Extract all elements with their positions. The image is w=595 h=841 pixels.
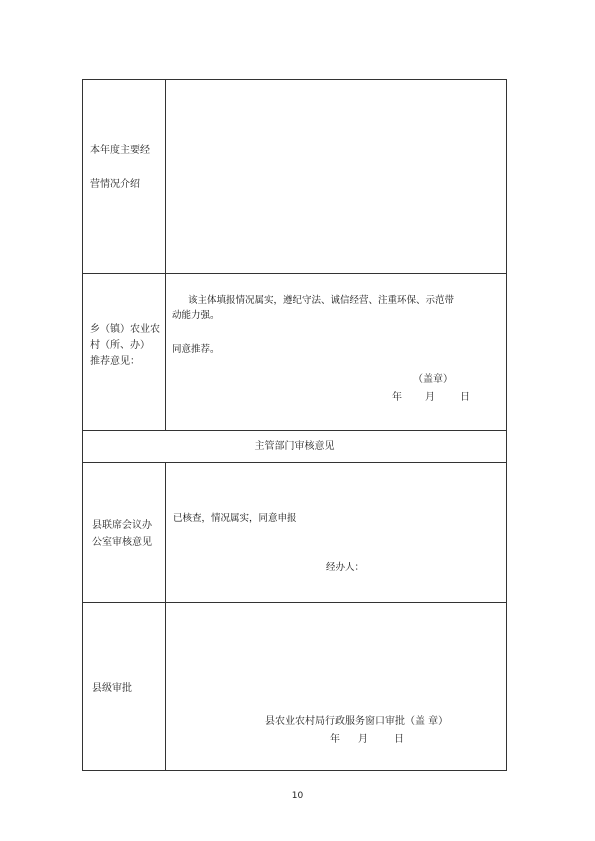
county-date-month: 月: [358, 734, 368, 745]
page-number: 10: [291, 791, 304, 801]
township-paragraph-line2: 动能力强。: [172, 310, 220, 321]
business-intro-label-line1: 本年度主要经: [90, 145, 150, 156]
county-date-day: 日: [394, 734, 404, 745]
county-seal-text: 县农业农村局行政服务窗口审批（盖 章）: [265, 716, 449, 727]
joint-office-handler: 经办人：: [326, 562, 365, 573]
county-publicity-label: 县级审批: [92, 683, 132, 694]
row-divider-1: [82, 273, 507, 274]
township-seal-text: （盖章）: [413, 374, 453, 385]
township-agree-text: 同意推荐。: [172, 344, 220, 355]
township-label-line3: 推荐意见：: [90, 356, 140, 367]
business-intro-label-line2: 营情况介绍: [90, 179, 140, 190]
joint-office-label-line1: 县联席会议办: [92, 520, 152, 531]
township-paragraph-line1: 该主体填报情况属实，遵纪守法、诚信经营、注重环保、示范带: [188, 295, 455, 306]
row-divider-3: [82, 462, 507, 463]
section-header: 主管部门审核意见: [254, 441, 335, 452]
joint-office-label-line2: 公室审核意见: [92, 537, 152, 548]
column-divider-top: [165, 79, 166, 430]
township-label-line1: 乡（镇）农业农: [90, 324, 160, 335]
joint-office-opinion: 已核查，情况属实，同意申报: [173, 513, 297, 524]
row-divider-4: [82, 602, 507, 603]
county-date-year: 年: [330, 734, 340, 745]
township-date-day: 日: [460, 392, 470, 403]
township-date-month: 月: [425, 392, 435, 403]
column-divider-bottom: [165, 462, 166, 771]
row-divider-2: [82, 430, 507, 431]
township-label-line2: 村（所、办）: [90, 340, 150, 351]
form-table: [82, 79, 507, 771]
township-date-year: 年: [392, 392, 402, 403]
